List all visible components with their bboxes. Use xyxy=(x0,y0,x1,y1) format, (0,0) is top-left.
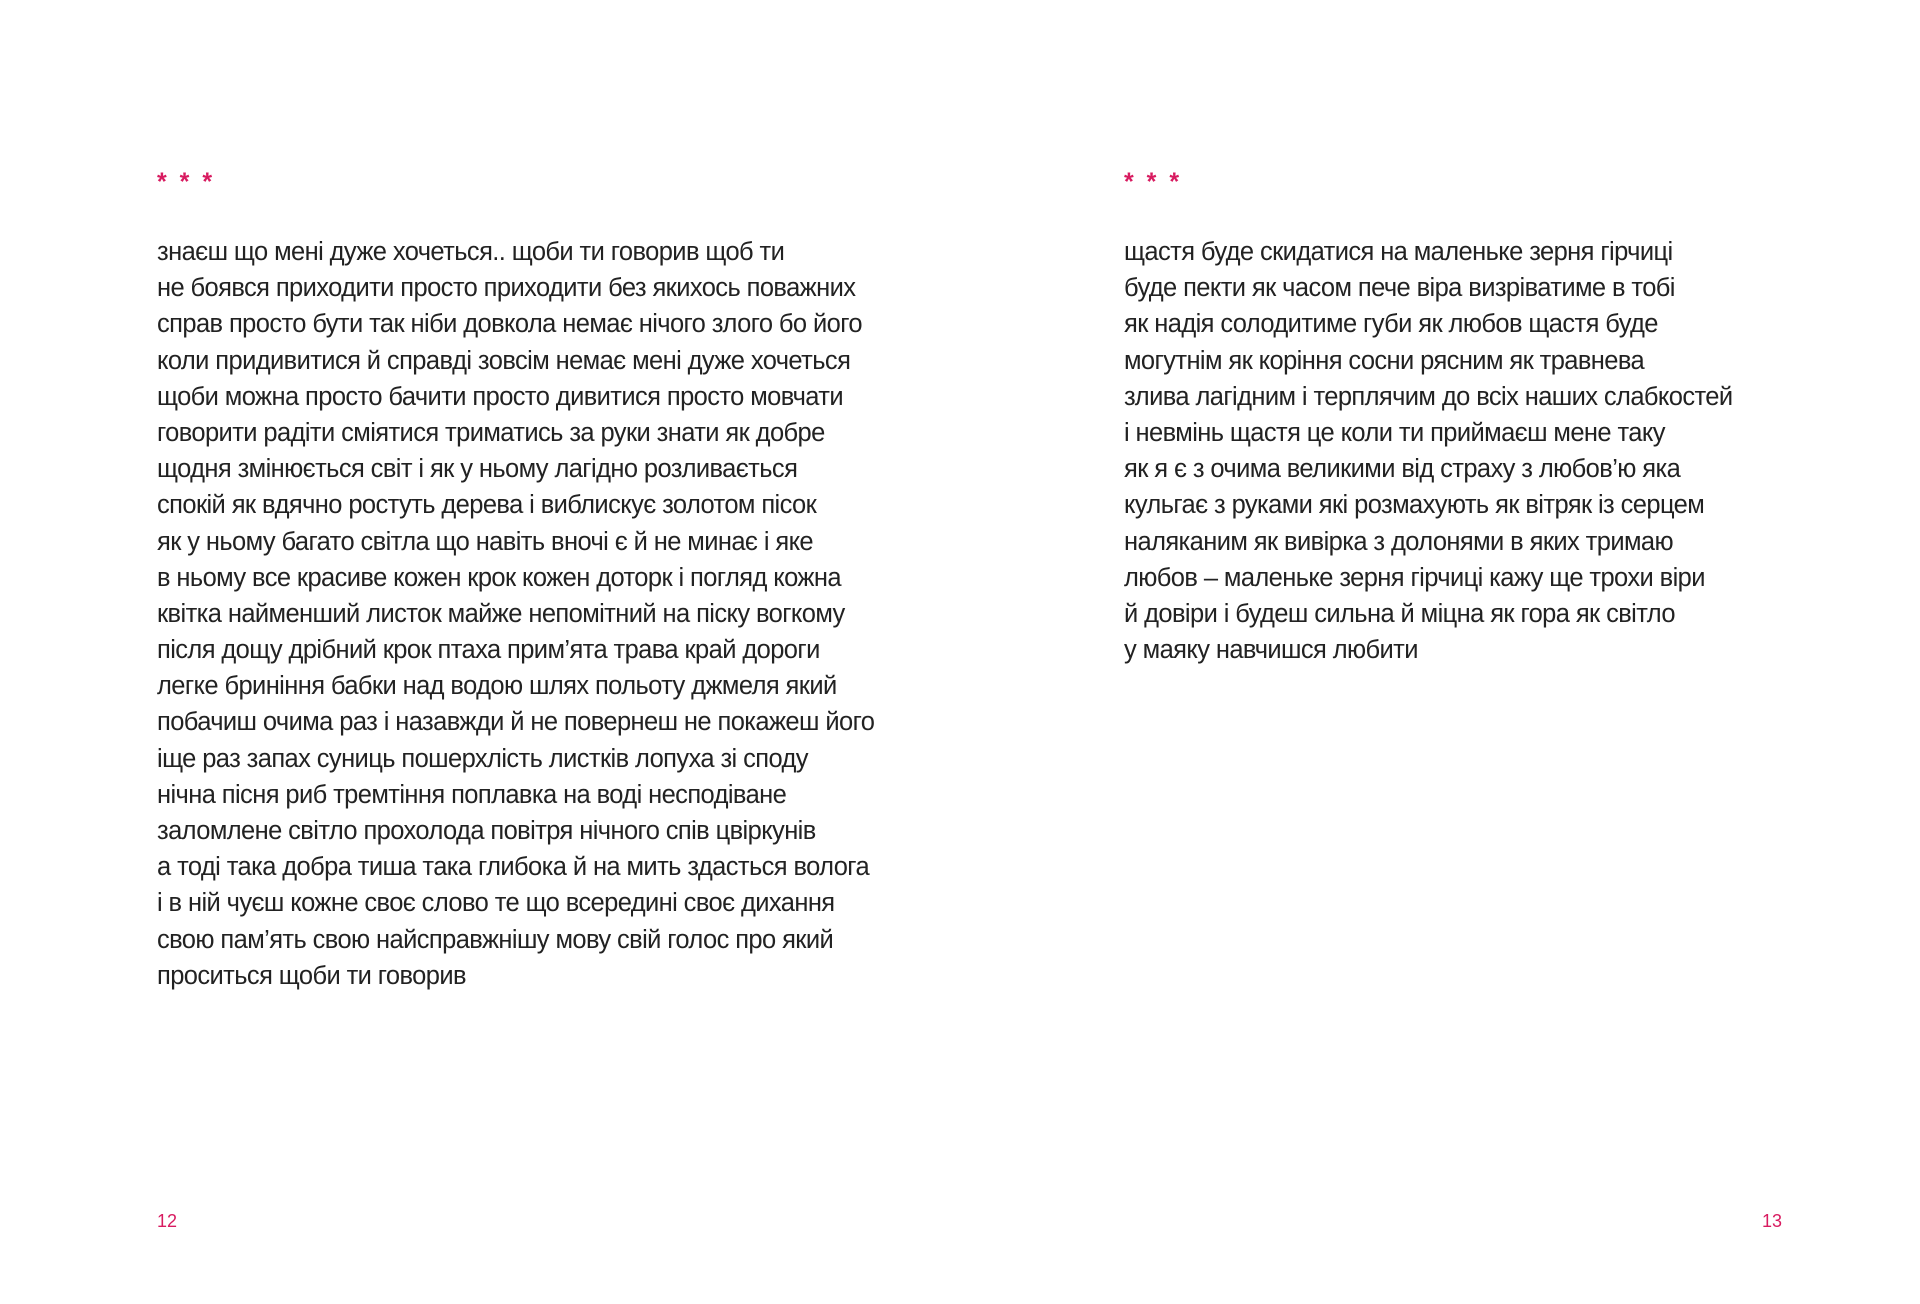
poem-line: як надія солодитиме губи як любов щастя буде xyxy=(1124,310,1658,339)
poem-line: щоби можна просто бачити просто дивитися просто мовчати xyxy=(157,382,843,411)
poem-line: нічна пісня риб тремтіння поплавка на воді несподіване xyxy=(157,780,787,809)
poem-line: знаєш що мені дуже хочеться.. щоби ти говорив щоб ти xyxy=(157,238,785,266)
poem-text xyxy=(1124,234,1884,668)
poem-line: кульгає з руками які розмахують як вітряк із серцем xyxy=(1124,491,1705,520)
poem-line: справ просто бути так ніби довкола немає нічого злого бо його xyxy=(157,310,862,339)
section-ornament: * * * xyxy=(1124,168,1183,196)
right-page xyxy=(960,0,1920,1304)
poem-line: в ньому все красиве кожен крок кожен доторк і погляд кожна xyxy=(157,563,841,592)
poem-line: проситься щоби ти говорив xyxy=(157,961,466,990)
poem-line: й довіри і будеш сильна й міцна як гора як світло xyxy=(1124,599,1675,628)
poem-line: заломлене світло прохолода повітря нічного спів цвіркунів xyxy=(157,817,816,845)
poem-line: буде пекти як часом пече віра визріватиме в тобі xyxy=(1124,274,1675,303)
poem-line: після дощу дрібний крок птаха прим’ята трава край дороги xyxy=(157,636,820,665)
page-number: 13 xyxy=(1762,1211,1783,1231)
poem-line: а тоді така добра тиша така глибока й на мить здасться волога xyxy=(157,853,870,882)
poem-line: побачиш очима раз і назавжди й не повернеш не покажеш його xyxy=(157,708,875,737)
poem-text xyxy=(157,234,917,994)
poem-line: не боявся приходити просто приходити без якихось поважних xyxy=(157,274,856,303)
poem-line: могутнім як коріння сосни рясним як травнева xyxy=(1124,346,1645,375)
poem-line: іще раз запах суниць пошерхлість листків лопуха зі споду xyxy=(157,744,808,773)
poem-line: у маяку навчишся любити xyxy=(1124,636,1418,665)
poem-line: злива лагідним і терплячим до всіх наших слабкостей xyxy=(1124,382,1733,411)
poem-line: щодня змінюється світ і як у ньому лагідно розливається xyxy=(157,455,798,484)
poem-line: легке бриніння бабки над водою шлях польоту джмеля який xyxy=(157,672,837,701)
poem-line: щастя буде скидатися на маленьке зерня гірчиці xyxy=(1124,238,1673,266)
page-number: 12 xyxy=(157,1211,178,1231)
poem-line: як у ньому багато світла що навіть вночі є й не минає і яке xyxy=(157,527,814,556)
section-ornament: * * * xyxy=(157,168,216,196)
poem-line: говорити радіти сміятися триматись за руки знати як добре xyxy=(157,418,825,447)
poem-line: спокій як вдячно ростуть дерева і виблискує золотом пісок xyxy=(157,491,817,520)
poem-line: і в ній чуєш кожне своє слово те що всередині своє дихання xyxy=(157,889,835,918)
poem-line: коли придивитися й справді зовсім немає мені дуже хочеться xyxy=(157,346,851,375)
poem-line: квітка найменший листок майже непомітний на піску вогкому xyxy=(157,599,845,628)
poem-line: любов – маленьке зерня гірчиці кажу ще трохи віри xyxy=(1124,563,1705,592)
poem-line: і невмінь щастя це коли ти приймаєш мене таку xyxy=(1124,418,1665,447)
poem-line: свою пам’ять свою найсправжнішу мову свій голос про який xyxy=(157,925,834,954)
poem-line: наляканим як вивірка з долонями в яких тримаю xyxy=(1124,527,1674,556)
poem-line: як я є з очима великими від страху з любов’ю яка xyxy=(1124,455,1681,484)
